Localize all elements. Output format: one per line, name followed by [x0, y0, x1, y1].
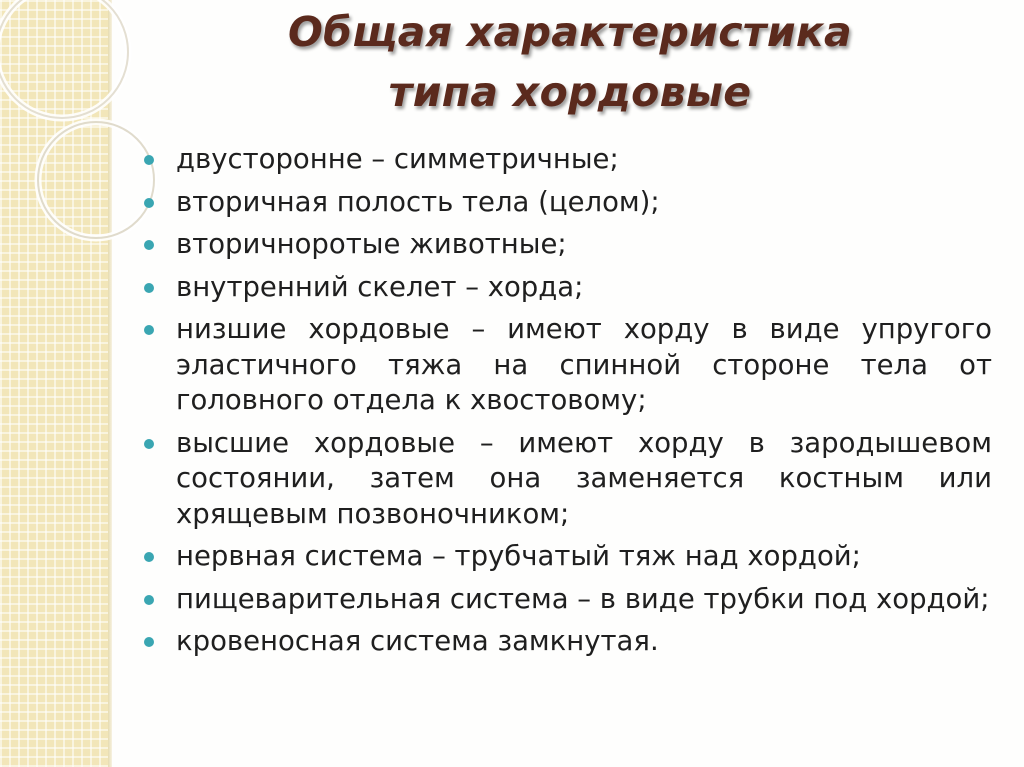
- title-line-1: Общая характеристика: [288, 8, 852, 56]
- list-item-text: вторичная полость тела (целом);: [176, 185, 660, 218]
- list-item-text: кровеносная система замкнутая.: [176, 625, 659, 657]
- list-item-text: пищеварительная система – в виде трубки под хордой;: [176, 582, 990, 615]
- list-item: [142, 539, 992, 575]
- list-item-text: низшие хордовые – имеют хорду в виде упругого эластичного тяжа на спинной стороне тела от головного отдела к хвостовому;: [176, 313, 992, 416]
- bullet-icon: [144, 198, 154, 208]
- bullet-icon: [144, 637, 154, 647]
- bullet-icon: [144, 155, 154, 165]
- list-item: [142, 227, 992, 263]
- bullet-icon: [144, 240, 154, 250]
- bullet-icon: [144, 283, 154, 293]
- list-item: [142, 270, 992, 306]
- list-item-text: внутренний скелет – хорда;: [176, 270, 584, 303]
- bullet-icon: [144, 595, 154, 605]
- list-item: [142, 582, 992, 618]
- list-item-text: нервная система – трубчатый тяж над хордой;: [176, 540, 861, 572]
- list-item-text: вторичноротые животные;: [176, 228, 567, 260]
- bullet-icon: [144, 325, 154, 335]
- list-item: [142, 624, 992, 660]
- list-item: [142, 142, 992, 178]
- title-line-2: типа хордовые: [388, 68, 752, 116]
- list-item: [142, 312, 992, 419]
- list-item-text: высшие хордовые – имеют хорду в зародышевом состоянии, затем она заменяется костным или хрящевым позвоночником;: [176, 426, 992, 530]
- list-item: [142, 185, 992, 221]
- slide-title: [140, 2, 1000, 122]
- bullet-icon: [144, 552, 154, 562]
- bullet-icon: [144, 439, 154, 449]
- list-item-text: двусторонне – симметричные;: [176, 143, 619, 175]
- list-item: [142, 426, 992, 533]
- bullet-list: [142, 142, 992, 667]
